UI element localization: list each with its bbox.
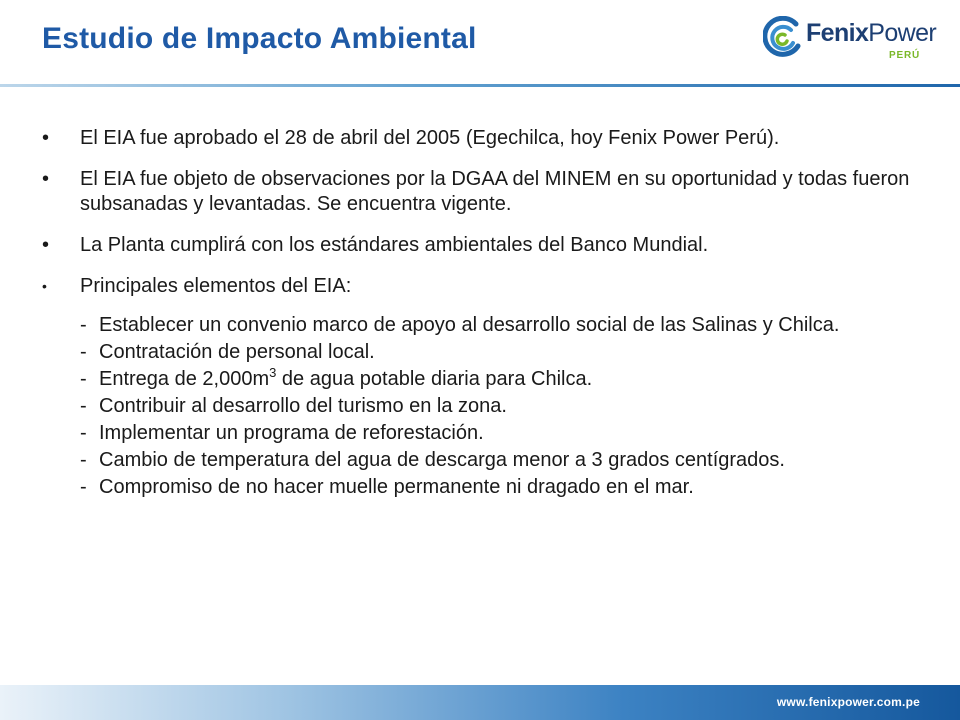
sub-item-marker: - [80, 368, 87, 390]
bullet-marker: • [42, 278, 47, 294]
sub-item-marker: - [80, 341, 87, 363]
bullet-text: La Planta cumplirá con los estándares ambientales del Banco Mundial. [80, 234, 709, 256]
sub-item-marker: - [80, 395, 87, 417]
sub-item-text: Cambio de temperatura del agua de descarga menor a 3 grados centígrados. [99, 449, 785, 471]
slide-header [0, 0, 960, 84]
bullet-marker: • [42, 234, 50, 256]
footer-website-link[interactable]: www.fenixpower.com.pe [776, 695, 920, 709]
logo-wordmark [806, 19, 936, 48]
sub-item-marker: - [80, 422, 87, 444]
sub-item [80, 367, 912, 392]
bullet-text: El EIA fue objeto de observaciones por la DGAA del MINEM en su oportunidad y todas fueron subsanadas y levantadas. Se encuentra vigente. [80, 168, 910, 215]
sub-item-marker: - [80, 449, 87, 471]
footer-bar [0, 685, 960, 720]
bullet-item [42, 167, 912, 217]
sub-item [80, 475, 912, 500]
bullet-marker: • [42, 127, 50, 149]
sub-item-text: Contratación de personal local. [99, 341, 375, 363]
sub-item-marker: - [80, 314, 87, 336]
logo-brand-bold: Fenix [806, 19, 869, 47]
sub-item-text-start: Entrega de 2,000m [99, 368, 270, 390]
sub-item-text: Contribuir al desarrollo del turismo en la zona. [99, 395, 507, 417]
sub-item [80, 394, 912, 419]
fenix-swirl-icon [763, 16, 803, 60]
bullet-marker: • [42, 168, 50, 190]
sub-item [80, 340, 912, 365]
sub-item-text: Implementar un programa de reforestación. [99, 422, 484, 444]
bullet-item [42, 126, 912, 151]
sub-item [80, 313, 912, 338]
cubic-superscript: 3 [269, 365, 277, 380]
header-divider [0, 84, 960, 87]
sub-item [80, 448, 912, 473]
bullet-item [42, 274, 912, 299]
fenix-power-logo [763, 14, 943, 70]
logo-brand-regular: Power [868, 19, 937, 47]
slide-body [42, 126, 912, 502]
sub-item [80, 421, 912, 446]
sub-item-text-end: de agua potable diaria para Chilca. [276, 368, 593, 390]
sub-item-text: Establecer un convenio marco de apoyo al desarrollo social de las Salinas y Chilca. [99, 314, 840, 336]
eia-elements-list [42, 313, 912, 500]
slide-title: Estudio de Impacto Ambiental [42, 22, 477, 55]
bullet-item [42, 233, 912, 258]
bullet-text: El EIA fue aprobado el 28 de abril del 2005 (Egechilca, hoy Fenix Power Perú). [80, 127, 780, 149]
logo-country: PERÚ [889, 50, 920, 61]
sub-item-text: Compromiso de no hacer muelle permanente ni dragado en el mar. [99, 476, 694, 498]
sub-item-marker: - [80, 476, 87, 498]
bullet-list [42, 126, 912, 299]
bullet-text: Principales elementos del EIA: [80, 275, 352, 297]
